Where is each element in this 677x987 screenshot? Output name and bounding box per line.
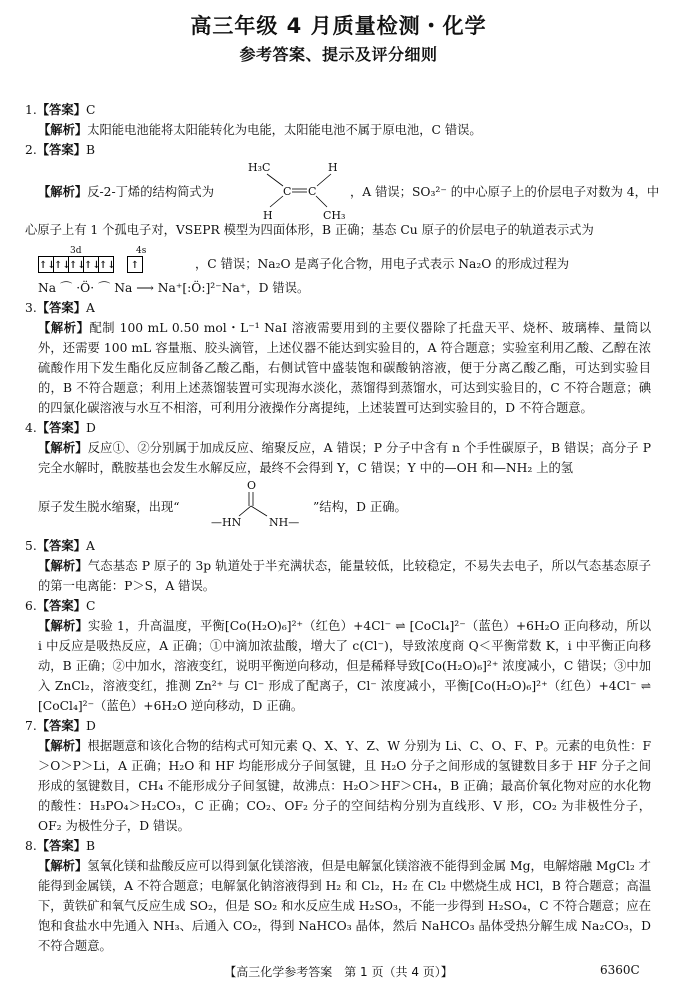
orbital-3d-label: 3d bbox=[70, 246, 82, 256]
analysis-text: 反应①、②分别属于加成反应、缩聚反应，A 错误；P 分子中含有 n 个手性碳原子，B 错误；高分子 P 完全水解时，酰胺基也会发生水解反应，最终不会得到 Y，C 错误；Y 中的—OH 和—NH₂ 上的氢 bbox=[38, 441, 651, 475]
analysis-label: 【解析】 bbox=[38, 559, 88, 573]
orbital-box-3d-4: ↑↓ bbox=[83, 256, 99, 273]
analysis-paragraph bbox=[25, 318, 651, 418]
mol-h3c: H₃C bbox=[248, 161, 271, 174]
answer-value: D bbox=[85, 421, 96, 435]
question-number: 5. bbox=[25, 539, 37, 553]
answer-value: A bbox=[85, 301, 95, 315]
orbital-box-3d-1: ↑↓ bbox=[38, 256, 54, 273]
answer-value: A bbox=[85, 539, 95, 553]
analysis-text-start bbox=[38, 182, 214, 202]
mol-ch3: CH₃ bbox=[323, 209, 346, 222]
answer-line bbox=[25, 716, 651, 736]
urea-bonds bbox=[205, 478, 305, 536]
trans-2-butene-structure bbox=[245, 160, 345, 220]
question-5 bbox=[25, 536, 651, 596]
analysis-paragraph bbox=[25, 736, 651, 836]
answer-value: D bbox=[85, 719, 96, 733]
analysis-text-end: ”结构，D 正确。 bbox=[313, 500, 407, 514]
answer-label: 【答案】 bbox=[36, 143, 86, 157]
analysis-text: 气态基态 P 原子的 3p 轨道处于半充满状态，能量较低，比较稳定，不易失去电子，所以气态基态原子的第一电离能：P＞S，A 错误。 bbox=[38, 559, 651, 593]
answer-line bbox=[25, 298, 651, 318]
answer-label: 【答案】 bbox=[36, 103, 86, 117]
mol-carbon-2: C bbox=[308, 185, 317, 198]
analysis-text: 实验 1，升高温度，平衡[Co(H₂O)₆]²⁺（红色）+4Cl⁻ ⇌ [CoCl₄]²⁻（蓝色）+6H₂O 正向移动，所以 i 中反应是吸热反应，A 正确；①中滴加浓盐酸，增大了 c(Cl⁻)，导致浓度商 Q＜平衡常数 K，i 中平衡正向移动，B 正确；②中加水，溶液变红，说明平衡逆向移动，但是稀释导致[Co(H₂O)₆]²⁺ 浓度减小，C 错误；③中加入 ZnCl₂，溶液变红，推测 Zn²⁺ 与 Cl⁻ 形成了配离子，Cl⁻ 浓度减小，平衡[Co(H₂O)₆]²⁺（红色）+4Cl⁻ ⇌ [CoCl₄]²⁻（蓝色）+6H₂O 逆向移动，D 正确。 bbox=[38, 619, 651, 713]
footer-page-info: 【高三化学参考答案 第 1 页（共 4 页）】 bbox=[224, 965, 453, 979]
answer-value: B bbox=[85, 839, 95, 853]
analysis-line-4 bbox=[25, 278, 651, 298]
answer-body bbox=[25, 100, 660, 956]
analysis-line-3: ，C 错误；Na₂O 是离子化合物，用电子式表示 Na₂O 的形成过程为 bbox=[195, 257, 570, 271]
answer-line bbox=[25, 536, 651, 556]
question-4 bbox=[25, 418, 651, 536]
analysis-label: 【解析】 bbox=[38, 185, 88, 199]
na2o-formation-formula: Na ⌒ ·Ö· ⌒ Na ⟶ Na⁺[:Ö:]²⁻Na⁺ bbox=[38, 281, 247, 295]
analysis-structure-line bbox=[25, 160, 660, 222]
question-number: 1. bbox=[25, 103, 37, 117]
page-title: 高三年级 4 月质量检测・化学 bbox=[190, 14, 487, 38]
analysis-label: 【解析】 bbox=[38, 619, 88, 633]
answer-line bbox=[25, 836, 651, 856]
analysis-line-2: 心原子上有 1 个孤电子对，VSEPR 模型为四面体形，B 正确；基态 Cu 原子的价层电子的轨道表示式为 bbox=[25, 223, 594, 237]
question-number: 2. bbox=[25, 143, 37, 157]
answer-line bbox=[25, 140, 651, 160]
answer-label: 【答案】 bbox=[36, 599, 86, 613]
answer-line bbox=[25, 418, 651, 438]
analysis-text: 反-2-丁烯的结构简式为 bbox=[87, 185, 215, 199]
orbital-4s-label: 4s bbox=[136, 246, 147, 256]
orbital-box-3d-3: ↑↓ bbox=[68, 256, 84, 273]
answer-line bbox=[25, 100, 651, 120]
answer-value: C bbox=[85, 599, 96, 613]
mol-carbon-1: C bbox=[283, 185, 292, 198]
question-number: 3. bbox=[25, 301, 37, 315]
analysis-text: 氢氧化镁和盐酸反应可以得到氯化镁溶液，但是电解氯化镁溶液不能得到金属 Mg，电解熔融 MgCl₂ 才能得到金属镁，A 不符合题意；电解氯化钠溶液得到 H₂ 和 Cl₂，H₂ 在 Cl₂ 中燃烧生成 HCl，B 符合题意；高温下，黄铁矿和氧气反应生成 SO₂，但是 SO₂ 和水反应生成 H₂SO₃，不能一步得到 H₂SO₄，C 不符合题意；应在饱和食盐水中先通入 NH₃、后通入 CO₂，得到 NaHCO₃ 晶体，然后 NaHCO₃ 晶体受热分解生成 Na₂CO₃，D 不符合题意。 bbox=[38, 859, 651, 953]
answer-label: 【答案】 bbox=[36, 539, 86, 553]
amide-structure bbox=[205, 478, 305, 536]
mol-h-top: H bbox=[328, 161, 338, 174]
analysis-paragraph bbox=[25, 120, 651, 140]
urea-right: NH— bbox=[269, 516, 300, 529]
analysis-text-continued: ，A 错误；SO₃²⁻ 的中心原子上的价层电子对数为 4，中 bbox=[350, 185, 660, 199]
analysis-label: 【解析】 bbox=[38, 321, 90, 335]
question-number: 4. bbox=[25, 421, 37, 435]
urea-oxygen: O bbox=[247, 479, 257, 492]
footer-code: 6360C bbox=[600, 963, 640, 977]
mol-bonds bbox=[245, 160, 345, 220]
answer-label: 【答案】 bbox=[36, 421, 86, 435]
question-1 bbox=[25, 100, 651, 140]
analysis-paragraph bbox=[25, 556, 651, 596]
answer-value: B bbox=[85, 143, 95, 157]
cu-orbital-diagram bbox=[38, 246, 147, 274]
answer-label: 【答案】 bbox=[36, 839, 86, 853]
analysis-text: 根据题意和该化合物的结构式可知元素 Q、X、Y、Z、W 分别为 Li、C、O、F、P。元素的电负性：F＞O＞P＞Li，A 正确；H₂O 和 HF 均能形成分子间氢键，且 H₂O 分子之间形成的氢键数目多于 HF 分子之间形成的氢键数目，CH₄ 不能形成分子间氢键，故沸点：H₂O＞HF＞CH₄，B 正确；最高价氧化物对应的水化物的酸性：H₃PO₄＞H₂CO₃，C 正确；CO₂、OF₂ 分子的空间结构分别为直线形、V 形，CO₂ 为非极性分子，OF₂ 为极性分子，D 错误。 bbox=[38, 739, 651, 833]
analysis-paragraph bbox=[25, 856, 651, 956]
analysis-paragraph bbox=[25, 438, 651, 478]
analysis-text: 太阳能电池能将太阳能转化为电能，太阳能电池不属于原电池，C 错误。 bbox=[87, 123, 482, 137]
orbital-box-3d-2: ↑↓ bbox=[53, 256, 69, 273]
analysis-line-4-end: ，D 错误。 bbox=[246, 281, 310, 295]
analysis-label: 【解析】 bbox=[38, 739, 88, 753]
question-number: 6. bbox=[25, 599, 37, 613]
analysis-text: 原子发生脱水缩聚，出现“ bbox=[38, 500, 180, 514]
analysis-text: 配制 100 mL 0.50 mol・L⁻¹ NaI 溶液需要用到的主要仪器除了托盘天平、烧杯、玻璃棒、量筒以外，还需要 100 mL 容量瓶、胶头滴管，上述仪器不能达到实验目的，A 符合题意；实验室利用乙酸、乙醇在浓硫酸作用下发生酯化反应制备乙酸乙酯，右侧试管中盛装饱和碳酸钠溶液，便于分离乙酸乙酯，可达到实验目的，B 不符合题意；利用上述蒸馏装置可实现海水淡化，蒸馏得到蒸馏水，可达到实验目的，C 不符合题意；碘的四氯化碳溶液与水互不相溶，可利用分液操作分离提纯，上述装置可达到实验目的，D 不符合题意。 bbox=[38, 321, 651, 415]
page-subtitle: 参考答案、提示及评分细则 bbox=[239, 45, 438, 64]
question-number: 8. bbox=[25, 839, 37, 853]
question-6 bbox=[25, 596, 651, 716]
question-number: 7. bbox=[25, 719, 37, 733]
question-2 bbox=[25, 140, 660, 298]
orbital-box-3d-5: ↑↓ bbox=[98, 256, 114, 273]
question-7 bbox=[25, 716, 651, 836]
orbital-box-4s: ↑ bbox=[127, 256, 143, 273]
analysis-label: 【解析】 bbox=[38, 123, 88, 137]
analysis-structure-line bbox=[25, 478, 651, 536]
answer-label: 【答案】 bbox=[36, 301, 86, 315]
mol-h-bottom: H bbox=[263, 209, 273, 222]
question-8 bbox=[25, 836, 651, 956]
analysis-label: 【解析】 bbox=[38, 441, 88, 455]
analysis-label: 【解析】 bbox=[38, 859, 88, 873]
analysis-paragraph bbox=[25, 616, 651, 716]
answer-label: 【答案】 bbox=[36, 719, 86, 733]
orbital-line bbox=[25, 240, 651, 278]
urea-left: —HN bbox=[211, 516, 242, 529]
answer-value: C bbox=[85, 103, 96, 117]
question-3 bbox=[25, 298, 651, 418]
answer-line bbox=[25, 596, 651, 616]
